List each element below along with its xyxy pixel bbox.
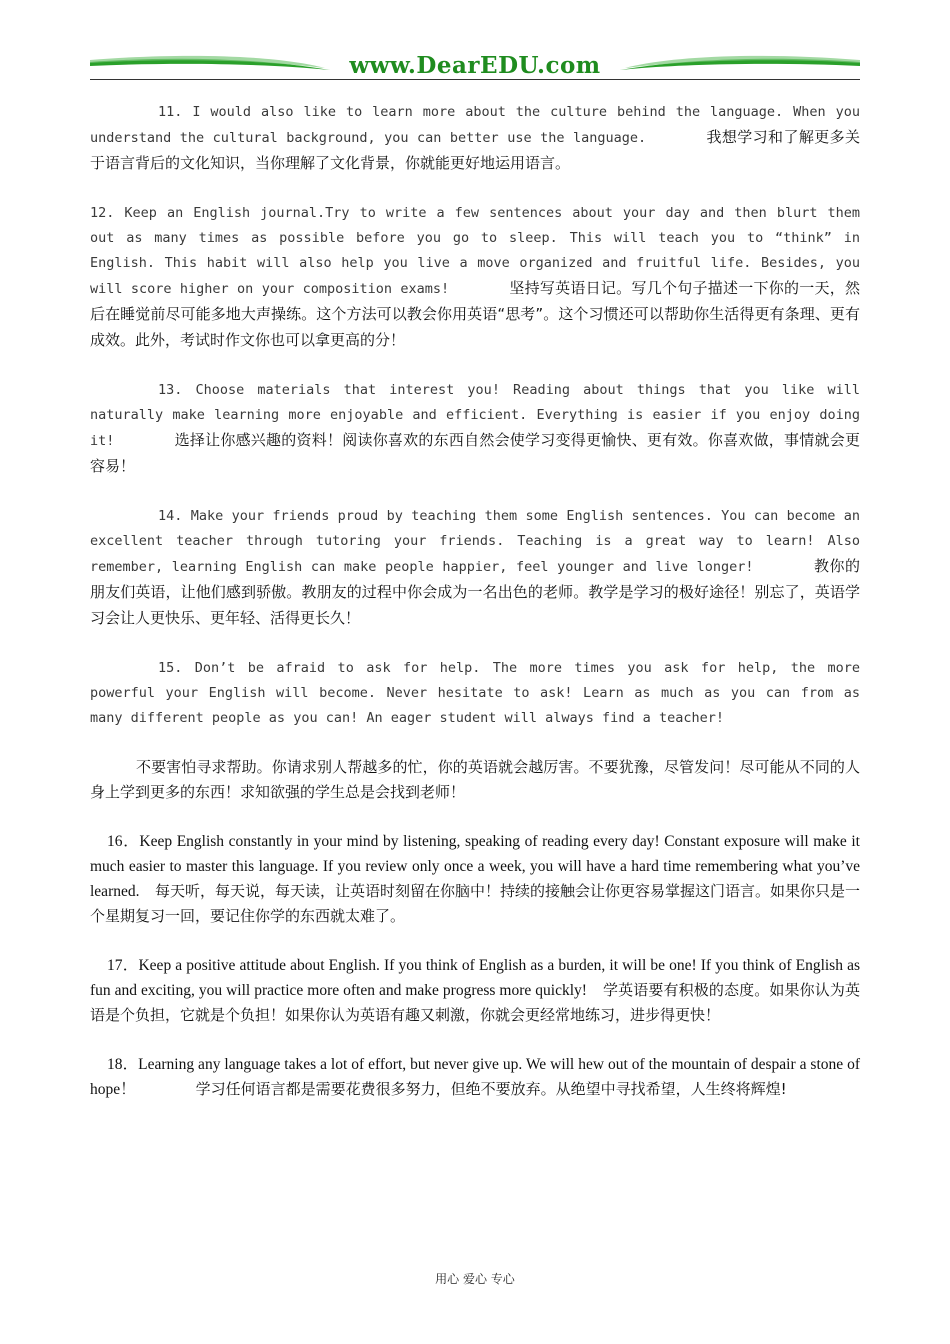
paragraph-12-en: 12. Keep an English journal.Try to write a few sentences about your day and then blurt them out as many times as possible before you go to sleep. This will teach you to “think” in English. This habit will also help you live a move organized and fruitful life. Besides, you will score higher on your composition exams! [90, 205, 860, 297]
paragraph-11-en: 11. I would also like to learn more about the culture behind the language. When you understand the cultural background, you can better use the language. [90, 104, 860, 146]
header-divider [90, 79, 860, 80]
paragraph-13-cn: 选择让你感兴趣的资料！阅读你喜欢的东西自然会使学习变得更愉快、更有效。你喜欢做，事情就会更容易！ [90, 431, 860, 475]
page-header [90, 50, 860, 82]
paragraph-14-cn: 教你的朋友们英语，让他们感到骄傲。教朋友的过程中你会成为一名出色的老师。教学是学习的极好途径！别忘了，英语学习会让人更快乐、更年轻、活得更长久！ [90, 557, 860, 627]
paragraph-14 [90, 504, 860, 632]
paragraph-16-cn: 每天听，每天说，每天读，让英语时刻留在你脑中！持续的接触会让你更容易掌握这门语言。如果你只是一个星期复习一回，要记住你学的东西就太难了。 [90, 882, 860, 925]
paragraph-15-cn: 不要害怕寻求帮助。你请求别人帮越多的忙，你的英语就会越厉害。不要犹豫，尽管发问！尽可能从不同的人身上学到更多的东西！求知欲强的学生总是会找到老师！ [90, 758, 860, 801]
paragraph-12-cn: 坚持写英语日记。写几个句子描述一下你的一天，然后在睡觉前尽可能多地大声操练。这个方法可以教会你用英语“思考”。这个习惯还可以帮助你生活得更有条理、更有成效。此外，考试时作文你也可以拿更高的分！ [90, 279, 860, 349]
paragraph-11 [90, 100, 860, 177]
paragraph-18-cn: 学习任何语言都是需要花费很多努力，但绝不要放弃。从绝望中寻找希望，人生终将辉煌! [195, 1080, 787, 1098]
site-logo[interactable]: www.DearEDU.com [349, 52, 601, 79]
paragraph-13-en: 13. Choose materials that interest you! Reading about things that you like will naturally make learning more enjoyable and efficient. Everything is easier if you enjoy doing it! [90, 382, 860, 449]
paragraph-17 [90, 953, 860, 1028]
paragraph-17-en: 17．Keep a positive attitude about English. If you think of English as a burden, it will be one! If you think of English as fun and exciting, you will practice more often and make progress more quickly! [90, 957, 860, 999]
paragraph-15-en: 15. Don’t be afraid to ask for help. The more times you ask for help, the more powerful your English will become. Never hesitate to ask! Learn as much as you can from as many different people as you can! An eager student will always find a teacher! [90, 660, 860, 726]
paragraph-14-en: 14. Make your friends proud by teaching them some English sentences. You can become an excellent teacher through tutoring your friends. Teaching is a great way to learn! Also remember, learning English can make people happier, feel younger and live longer! [90, 508, 860, 575]
document-body [90, 100, 860, 1126]
paragraph-16 [90, 829, 860, 929]
paragraph-11-cn: 我想学习和了解更多关于语言背后的文化知识，当你理解了文化背景，你就能更好地运用语言。 [90, 128, 860, 172]
paragraph-13 [90, 378, 860, 480]
paragraph-16-en: 16．Keep English constantly in your mind by listening, speaking of reading every day! Constant exposure will make it much easier to master this language. If you review only once a week, you will have a hard time remembering what you’ve learned. [90, 833, 860, 900]
page-footer: 用心 爱心 专心 [435, 1272, 515, 1286]
paragraph-18 [90, 1052, 860, 1102]
paragraph-18-en: 18．Learning any language takes a lot of effort, but never give up. We will hew out of the mountain of despair a stone of hope！ [90, 1056, 860, 1098]
paragraph-12 [90, 201, 860, 354]
paragraph-17-cn: 学英语要有积极的态度。如果你认为英语是个负担，它就是个负担！如果你认为英语有趣又刺激，你就会更经常地练习，进步得更快！ [90, 981, 860, 1024]
